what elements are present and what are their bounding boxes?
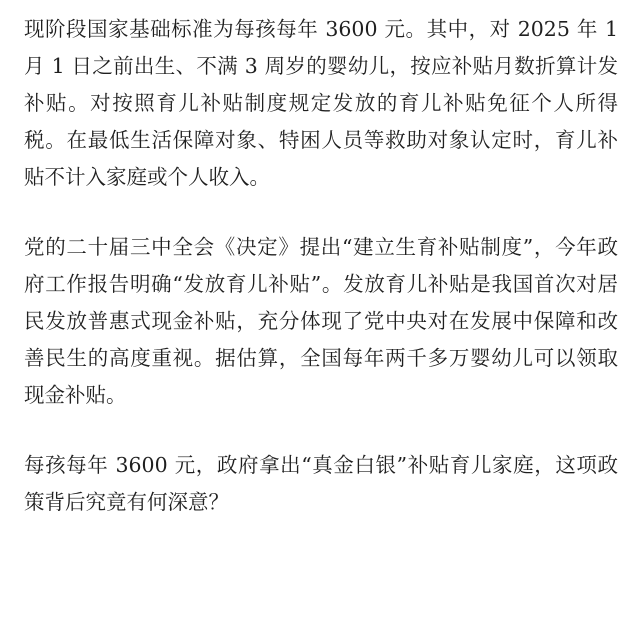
paragraph-subsidy-standard: 现阶段国家基础标准为每孩每年 3600 元。其中，对 2025 年 1 月 1 日之前出生、不满 3 周岁的婴幼儿，按应补贴月数折算计发补贴。对按照育儿补贴制度规定发放的育儿补贴免征个人所得税。在最低生活保障对象、特困人员等救助对象认定时，育儿补贴不计入家庭或个人收入。 xyxy=(24,17,618,189)
paragraph-policy-background: 党的二十届三中全会《决定》提出“建立生育补贴制度”，今年政府工作报告明确“发放育儿补贴”。发放育儿补贴是我国首次对居民发放普惠式现金补贴，充分体现了党中央对在发展中保障和改善民生的高度重视。据估算，全国每年两千多万婴幼儿可以领取现金补贴。 xyxy=(24,235,618,407)
paragraph-policy-question: 每孩每年 3600 元，政府拿出“真金白银”补贴育儿家庭，这项政策背后究竟有何深意？ xyxy=(24,453,618,514)
